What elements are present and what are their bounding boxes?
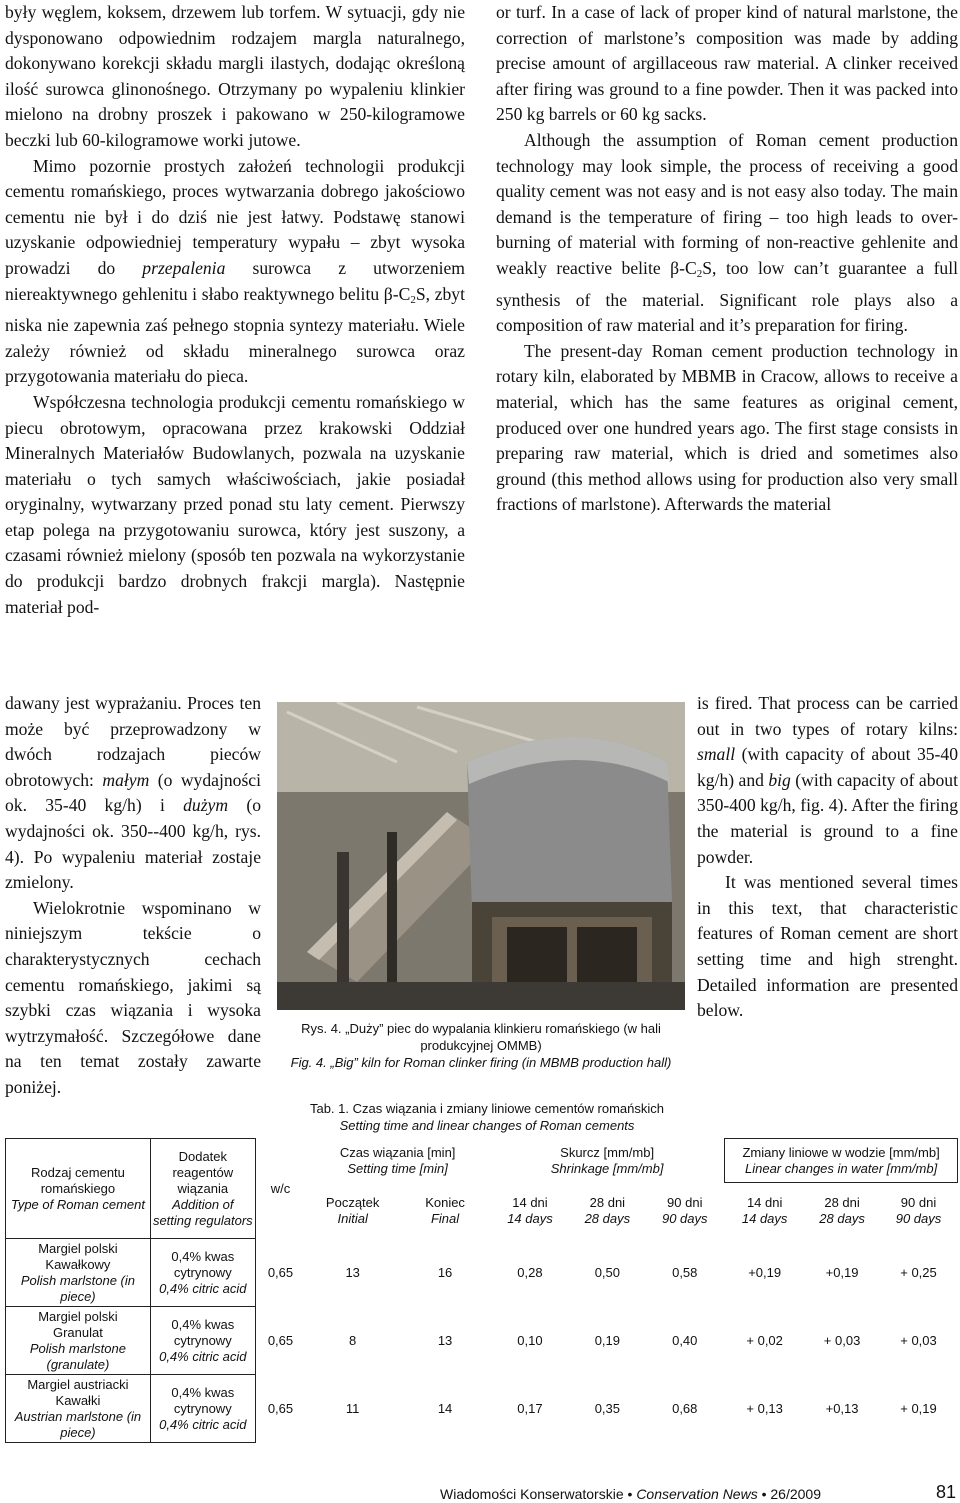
english-paragraph-3-continued: is fired. That process can be carried out in two types of rotary kilns: small (with capacity of about 35-40 kg/h) and big (with capacity of about 350-400 kg/h, fig. 4). After the firing the material is ground to a fine powder.	[697, 693, 958, 867]
polish-paragraph-4: Wielokrotnie wspominano w niniejszym tekście o charakterystycznych cechach cementu romańskiego, jakimi są szybki czas wiązania i wysoka wytrzymałość. Szczegółowe dane na ten temat zostały zawarte poniżej.	[5, 897, 261, 1097]
header-water-28: 28 dni 28 days	[819, 1194, 865, 1226]
header-water-90: 90 dni 90 days	[895, 1194, 942, 1226]
english-column-narrow	[697, 691, 958, 1024]
figure-caption	[275, 1020, 687, 1071]
polish-paragraph-3: Współczesna technologia produkcji cementu romańskiego w piecu obrotowym, opracowana przez krakowski Oddział Mineralnych Materiałów Budowlanych, pozwala na uzyskanie materiału o tych samych właściwościach, jakie posiadał oryginalny, wytwarzany przed ponad stu laty cement. Pierwszy etap polega na przygotowaniu surowca, który jest suszony, a czasami również mielony (sposób ten pozwala na wykorzystanie do produkcji bardzo drobnych frakcji margla). Następnie materiał pod-	[5, 391, 465, 617]
journal-name: Wiadomości Konserwatorskie • Conservation News • 26/2009	[440, 1486, 821, 1502]
english-column	[496, 0, 958, 518]
table-row: Margiel polski Kawałkowy Polish marlstone (in piece) 0,4% kwas cytrynowy 0,4% citric acid 0,65 13 16 0,28 0,50 0,58 +0,19 +0,19 + 0,25	[6, 1239, 958, 1307]
kiln-illustration	[277, 702, 685, 1010]
header-shrinkage: Skurcz [mm/mb] Shrinkage [mm/mb]	[550, 1144, 664, 1176]
header-cement-type: Rodzaj cementu romańskiego Type of Roman cement	[6, 1139, 151, 1239]
polish-column	[5, 0, 465, 620]
header-addition: Dodatek reagentów wiązania Addition of setting regulators	[150, 1139, 255, 1239]
header-final: Koniec Final	[425, 1194, 465, 1226]
english-paragraph-3: The present-day Roman cement production technology in rotary kiln, elaborated by MBMB in Cracow, allows to receive a material, which has the same features as original cement, produced over one hundred years ago. The first stage consists in preparing raw material, which is dried and sometimes also ground (this method allows using for production also very small fractions of marlstone). Afterwards the material	[496, 340, 958, 515]
header-water-14: 14 dni 14 days	[741, 1194, 788, 1226]
page-number: 81	[935, 1482, 956, 1502]
header-wc: w/c	[270, 1180, 291, 1196]
header-water-changes: Zmiany liniowe w wodzie [mm/mb] Linear changes in water [mm/mb]	[725, 1139, 958, 1183]
table-title	[262, 1100, 712, 1134]
figure-caption-english: Fig. 4. „Big” kiln for Roman clinker firing (in MBMB production hall)	[290, 1055, 672, 1070]
table-title-polish: Tab. 1. Czas wiązania i zmiany liniowe cementów romańskich	[309, 1101, 665, 1116]
header-setting-time: Czas wiązania [min] Setting time [min]	[339, 1144, 456, 1176]
polish-paragraph-3-continued: dawany jest wyprażaniu. Proces ten może być przeprowadzony w dwóch rodzajach pieców obrotowych: małym (o wydajności ok. 35-40 kg/h) i dużym (o wydajności ok. 350--400 kg/h, rys. 4). Po wypaleniu materiał zostaje zmielony.	[5, 693, 261, 893]
header-shrink-28: 28 dni 28 days	[584, 1194, 631, 1226]
english-paragraph-1: or turf. In a case of lack of proper kind of natural marlstone, the correction of marlstone’s composition was made by adding precise amount of argillaceous raw material. A clinker received after firing was ground to a fine powder. Then it was packed into 250 kg barrels or 60 kg sacks.	[496, 2, 958, 125]
table-row: Margiel polski Granulat Polish marlstone (granulate) 0,4% kwas cytrynowy 0,4% citric acid 0,65 8 13 0,10 0,19 0,40 + 0,02 + 0,03 + 0,03	[6, 1307, 958, 1375]
english-paragraph-2: Although the assumption of Roman cement production technology may look simple, the process of receiving a good quality cement was not easy and is not easy also today. The main demand is the temperature of firing – too high leads to over-burning of material with forming of non-reactive gehlenite and weakly reactive belite $\beta-C_2S$, too low can’t guarantee a full synthesis of the material. Significant role plays also a composition of raw material and it’s preparation for firing.	[496, 129, 959, 336]
kiln-photo	[277, 702, 685, 1010]
figure-caption-polish: Rys. 4. „Duży” piec do wypalania klinkieru romańskiego (w hali produkcyjnej OMMB)	[301, 1021, 661, 1053]
header-shrink-90: 90 dni 90 days	[661, 1194, 708, 1226]
header-initial: Początek Initial	[325, 1194, 380, 1226]
header-shrink-14: 14 dni 14 days	[507, 1194, 553, 1226]
english-paragraph-4: It was mentioned several times in this text, that characteristic features of Roman cement are short setting time and high strenght. Detailed information are presented below.	[697, 872, 958, 1021]
page-footer	[440, 1482, 958, 1502]
setting-time-table	[5, 1138, 958, 1443]
table-row: Margiel austriacki Kawałki Austrian marlstone (in piece) 0,4% kwas cytrynowy 0,4% citric acid 0,65 11 14 0,17 0,35 0,68 + 0,13 +0,13 + 0,19	[6, 1375, 958, 1443]
polish-paragraph-2: Mimo pozornie prostych założeń technologii produkcji cementu romańskiego, proces wytwarzania dobrego jakościowo cementu nie był i do dziś nie jest łatwy. Podstawę stanowi uzyskanie odpowiedniej temperatury wypału – zbyt wysoka prowadzi do przepalenia surowca z utworzeniem niereaktywnego gehlenitu i słabo reaktywnego belitu $\beta-C_2S$, zbyt niska nie zapewnia zaś pełnego stopnia syntezy materiału. Wiele zależy również od składu mineralnego surowca oraz przygotowania materiału do pieca.	[5, 155, 465, 387]
polish-paragraph-1: były węglem, koksem, drzewem lub torfem. W sytuacji, gdy nie dysponowano odpowiednim rodzajem margla naturalnego, dokonywano korekcji składu margli ilastych, dodając określoną ilość surowca glinonośnego. Otrzymany po wypaleniu klinkier mielono na drobny proszek i pakowano w 250-kilogramowe beczki lub 60-kilogramowe worki jutowe.	[5, 2, 465, 150]
table-title-english: Setting time and linear changes of Roman cements	[339, 1118, 635, 1133]
polish-column-narrow	[5, 691, 261, 1101]
